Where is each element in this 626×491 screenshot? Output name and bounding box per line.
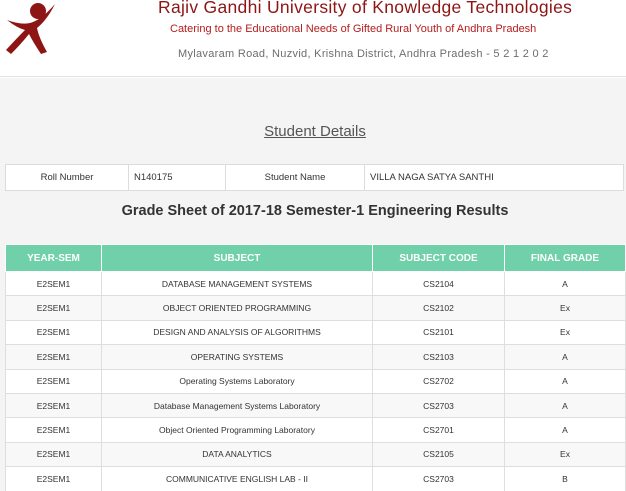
table-row xyxy=(6,467,626,491)
final-grade-cell: Ex xyxy=(505,442,626,466)
roll-number-value: N140175 xyxy=(129,165,226,191)
column-header-yearsem: YEAR-SEM xyxy=(6,245,102,272)
yearsem-cell: E2SEM1 xyxy=(6,272,102,296)
final-grade-cell: A xyxy=(505,418,626,442)
subject-code-cell: CS2101 xyxy=(373,320,505,344)
subject-code-cell: CS2703 xyxy=(373,393,505,417)
subject-code-cell: CS2702 xyxy=(373,369,505,393)
subject-cell: Database Management Systems Laboratory xyxy=(102,393,373,417)
roll-number-label: Roll Number xyxy=(6,165,129,191)
final-grade-cell: Ex xyxy=(505,320,626,344)
subject-cell: DATABASE MANAGEMENT SYSTEMS xyxy=(102,272,373,296)
student-details-table xyxy=(5,164,624,191)
university-name: Rajiv Gandhi University of Knowledge Technologies xyxy=(158,0,573,17)
yearsem-cell: E2SEM1 xyxy=(6,393,102,417)
table-row xyxy=(6,296,626,320)
subject-cell: OPERATING SYSTEMS xyxy=(102,345,373,369)
subject-code-cell: CS2701 xyxy=(373,418,505,442)
final-grade-cell: A xyxy=(505,272,626,296)
subject-cell: OBJECT ORIENTED PROGRAMMING xyxy=(102,296,373,320)
subject-cell: Operating Systems Laboratory xyxy=(102,369,373,393)
table-row xyxy=(6,320,626,344)
subject-cell: DATA ANALYTICS xyxy=(102,442,373,466)
column-header-subject: SUBJECT xyxy=(102,245,373,272)
table-row xyxy=(6,393,626,417)
grade-sheet-table xyxy=(5,244,626,491)
column-header-subject-code: SUBJECT CODE xyxy=(373,245,505,272)
grade-sheet-title: Grade Sheet of 2017-18 Semester-1 Engineering Results xyxy=(121,203,509,219)
table-row xyxy=(6,272,626,296)
table-row xyxy=(6,345,626,369)
subject-code-cell: CS2105 xyxy=(373,442,505,466)
final-grade-cell: A xyxy=(505,393,626,417)
student-details-title: Student Details xyxy=(264,123,366,140)
subject-cell: Object Oriented Programming Laboratory xyxy=(102,418,373,442)
table-row xyxy=(6,369,626,393)
page-header xyxy=(0,0,626,77)
final-grade-cell: B xyxy=(505,467,626,491)
yearsem-cell: E2SEM1 xyxy=(6,369,102,393)
subject-code-cell: CS2103 xyxy=(373,345,505,369)
rgukt-logo-icon xyxy=(3,0,57,56)
subject-code-cell: CS2102 xyxy=(373,296,505,320)
final-grade-cell: Ex xyxy=(505,296,626,320)
yearsem-cell: E2SEM1 xyxy=(6,320,102,344)
final-grade-cell: A xyxy=(505,369,626,393)
column-header-final-grade: FINAL GRADE xyxy=(505,245,626,272)
yearsem-cell: E2SEM1 xyxy=(6,418,102,442)
yearsem-cell: E2SEM1 xyxy=(6,296,102,320)
main-content xyxy=(0,78,626,491)
subject-code-cell: CS2104 xyxy=(373,272,505,296)
student-name-label: Student Name xyxy=(226,165,365,191)
subject-code-cell: CS2703 xyxy=(373,467,505,491)
grade-table-header xyxy=(6,245,626,272)
yearsem-cell: E2SEM1 xyxy=(6,442,102,466)
subject-cell: COMMUNICATIVE ENGLISH LAB - II xyxy=(102,467,373,491)
yearsem-cell: E2SEM1 xyxy=(6,467,102,491)
final-grade-cell: A xyxy=(505,345,626,369)
university-tagline: Catering to the Educational Needs of Gifted Rural Youth of Andhra Pradesh xyxy=(170,23,537,35)
student-name-value: VILLA NAGA SATYA SANTHI xyxy=(365,165,624,191)
student-details-row xyxy=(6,165,624,191)
subject-cell: DESIGN AND ANALYSIS OF ALGORITHMS xyxy=(102,320,373,344)
yearsem-cell: E2SEM1 xyxy=(6,345,102,369)
table-row xyxy=(6,442,626,466)
table-row xyxy=(6,418,626,442)
university-address: Mylavaram Road, Nuzvid, Krishna District, Andhra Pradesh - 5 2 1 2 0 2 xyxy=(178,48,549,60)
